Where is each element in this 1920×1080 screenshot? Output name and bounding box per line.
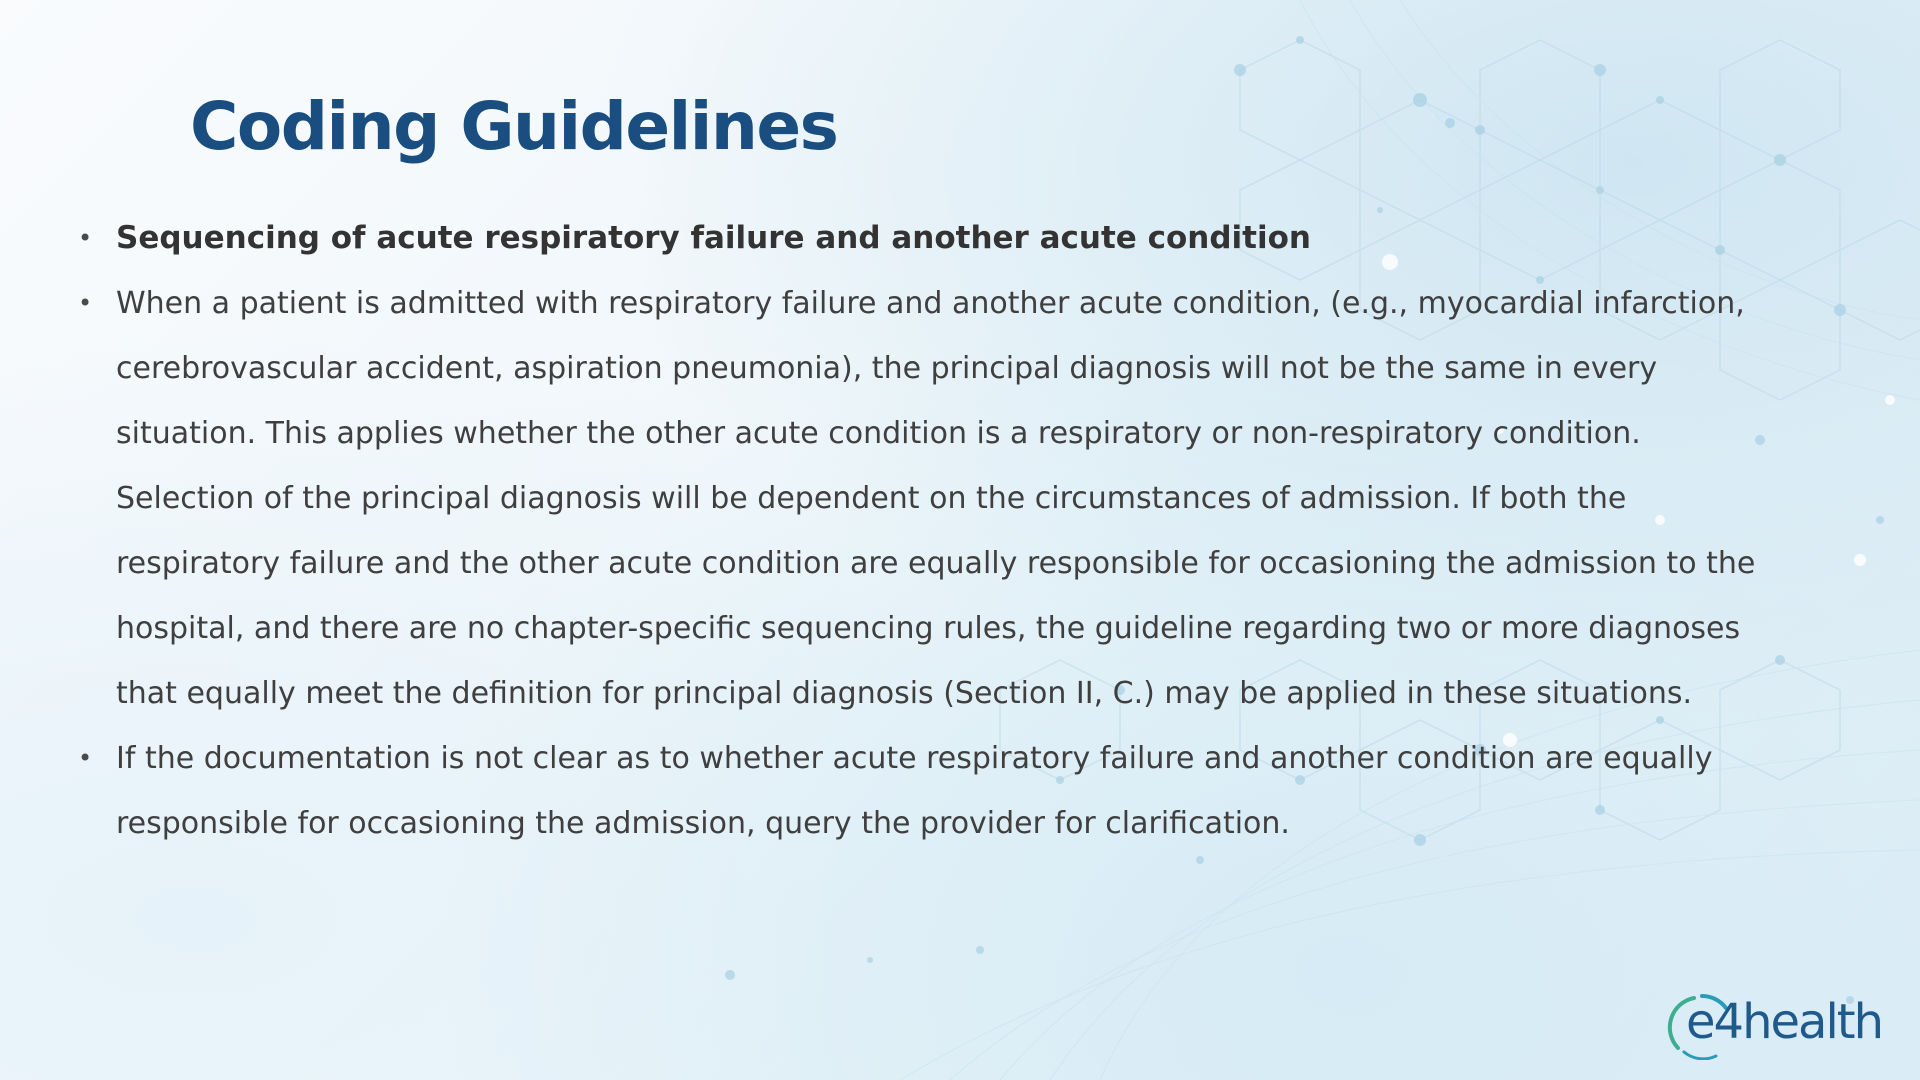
- logo-letter-e: e: [1686, 994, 1714, 1050]
- bullet-text: Sequencing of acute respiratory failure and another acute condition: [116, 220, 1311, 256]
- bullet-text: When a patient is admitted with respiratory failure and another acute condition, (e.g., myocardial infarction, cerebrovascular accident, aspiration pneumonia), the principal diagnosis will not be the same in every situation. This applies whether the other acute condition is a respiratory or non-respiratory condition. Selection of the principal diagnosis will be dependent on the circumstances of admission. If both the respiratory failure and the other acute condition are equally responsible for occasioning the admission to the hospital, and there are no chapter-specific sequencing rules, the guideline regarding two or more diagnoses that equally meet the definition for principal diagnosis (Section II, C.) may be applied in these situations.: [116, 286, 1756, 711]
- logo-wordmark: [1686, 994, 1882, 1050]
- bullet-item-body: [78, 271, 1768, 726]
- bullet-glyph: •: [78, 744, 93, 772]
- bullet-item-heading: [78, 206, 1768, 271]
- bullet-glyph: •: [78, 289, 93, 317]
- bullet-text: If the documentation is not clear as to whether acute respiratory failure and another condition are equally responsible for occasioning the admission, query the provider for clarification.: [116, 741, 1713, 841]
- bullet-glyph: •: [78, 224, 93, 252]
- logo-word-health: health: [1742, 994, 1883, 1050]
- bullet-item-query: [78, 726, 1768, 856]
- slide-title: Coding Guidelines: [190, 88, 838, 165]
- e4health-logo: [1664, 990, 1900, 1060]
- logo-digit-4: 4: [1713, 994, 1743, 1050]
- bullet-list: [78, 206, 1768, 856]
